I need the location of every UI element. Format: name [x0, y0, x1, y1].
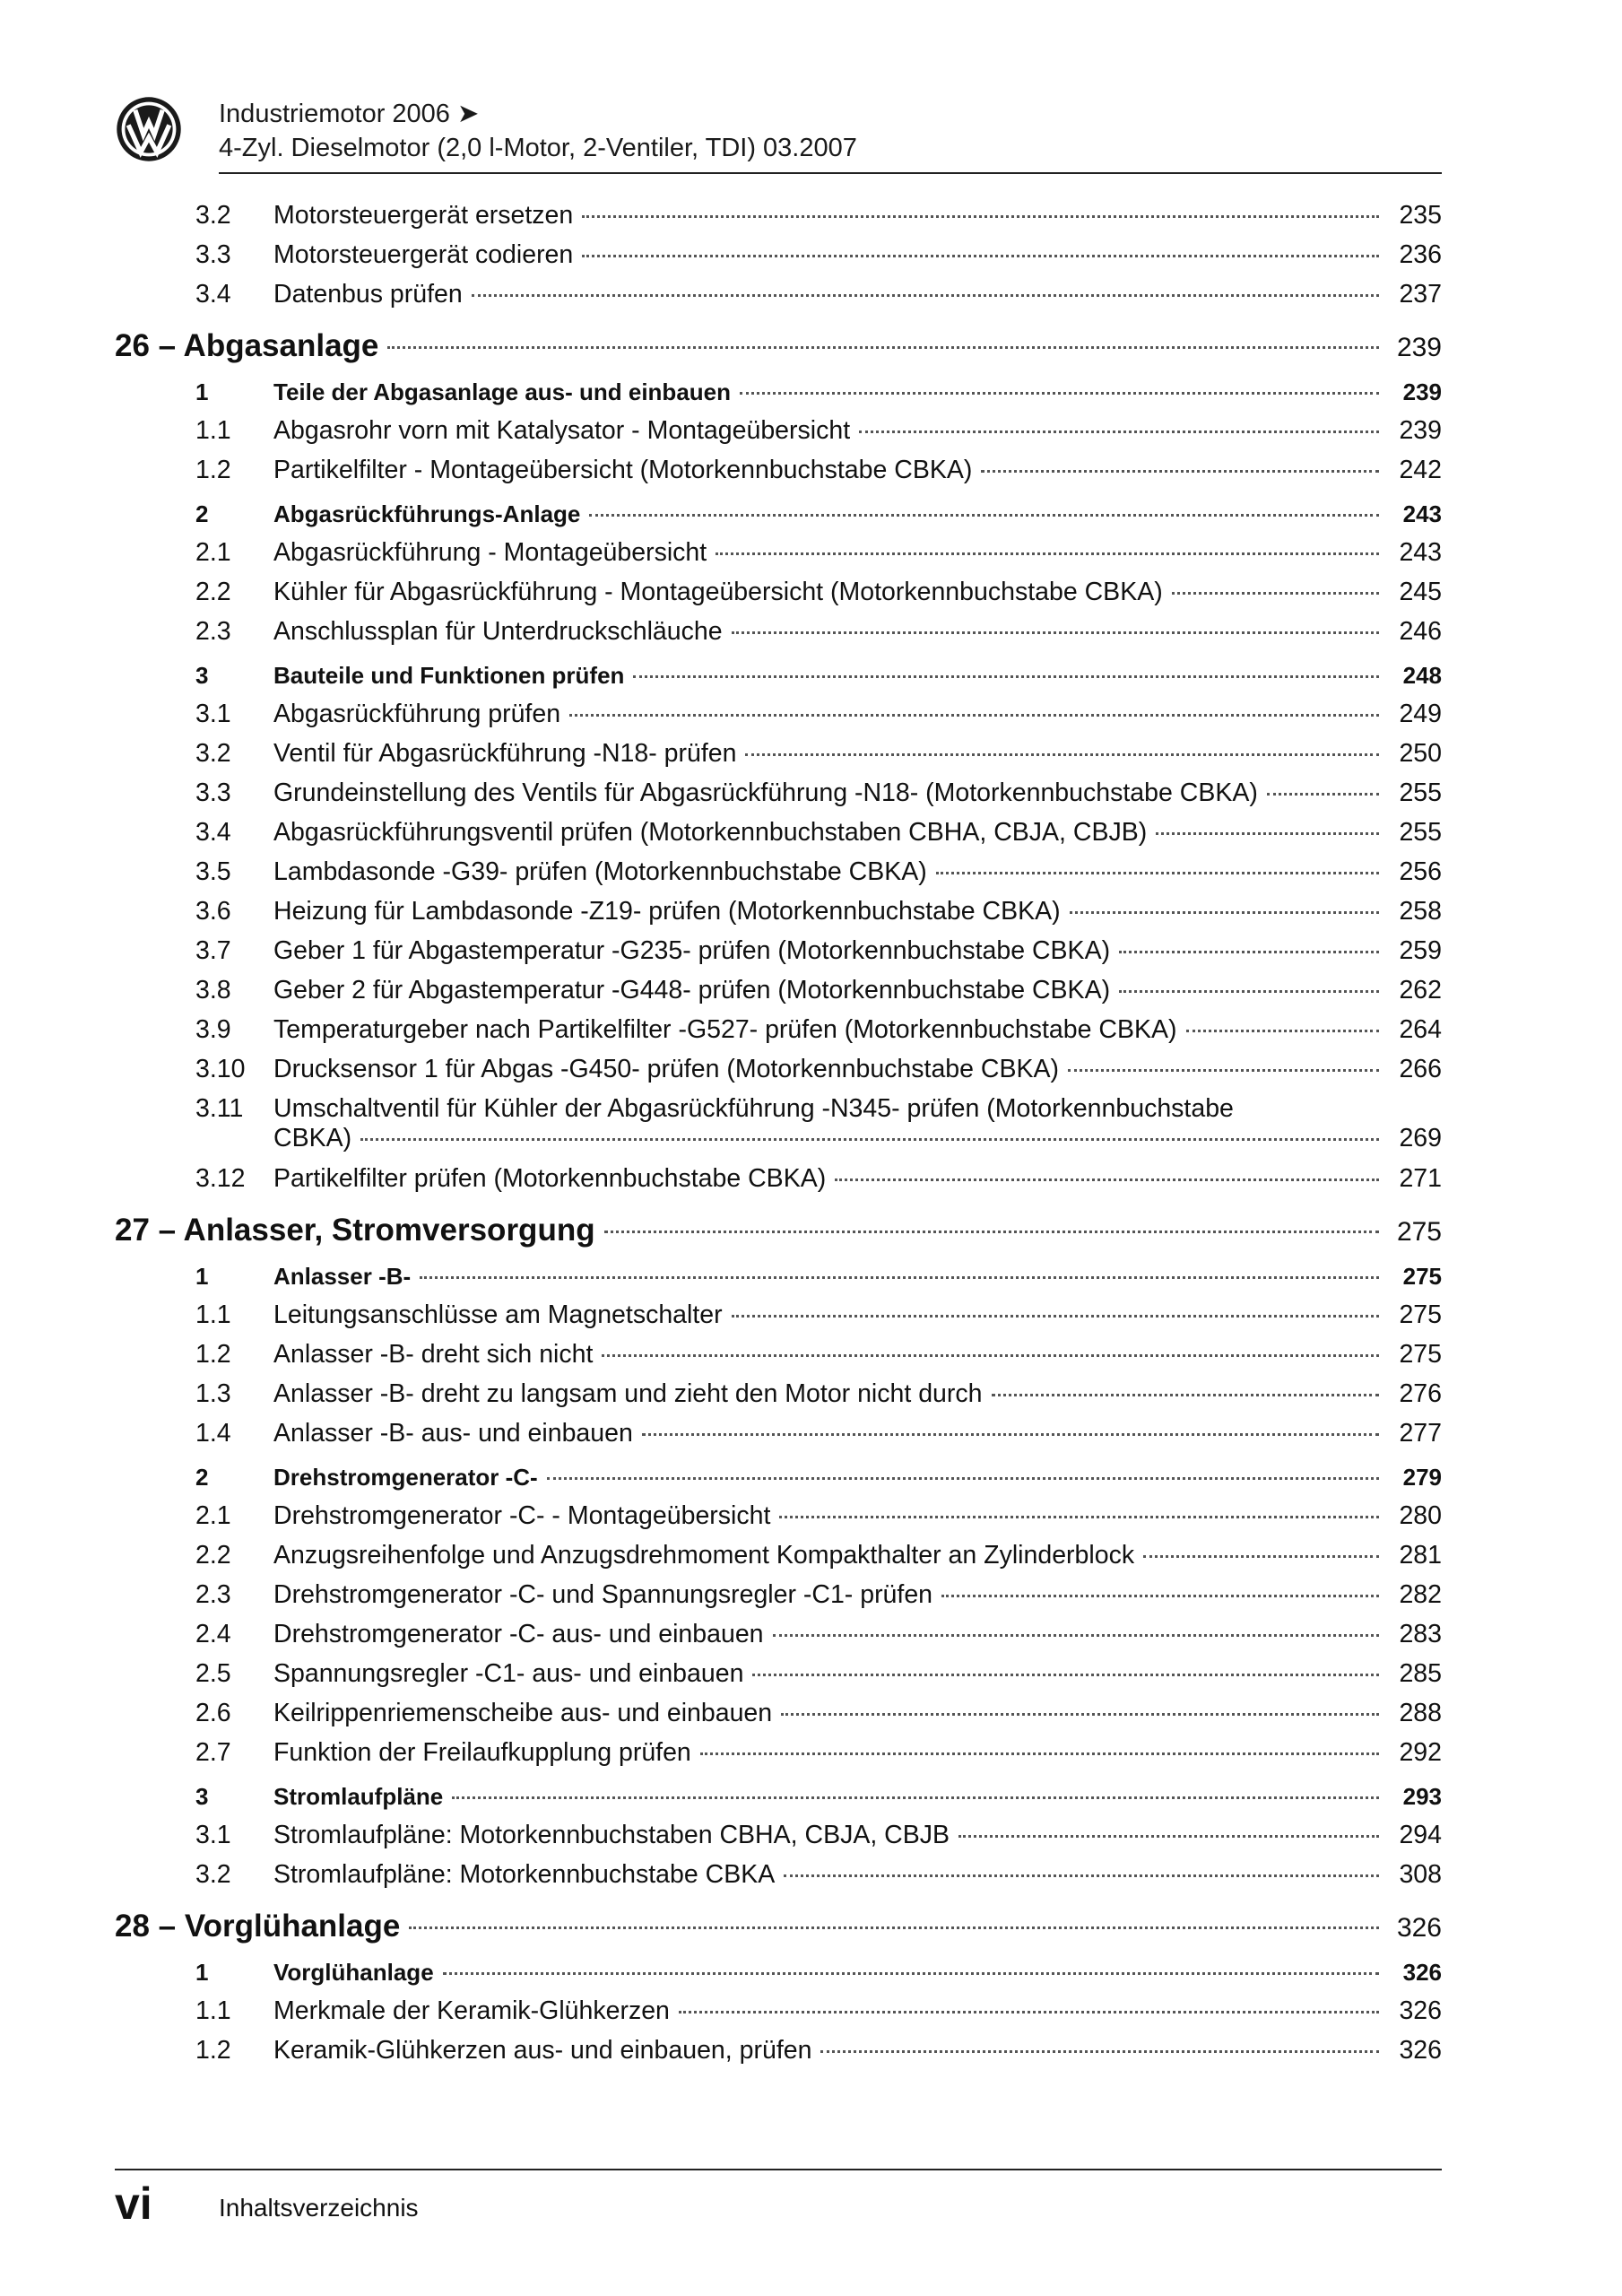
toc-entry-number: 2.6	[195, 1699, 231, 1727]
toc-leader-dots	[745, 753, 1379, 756]
toc-page-number: 243	[1399, 538, 1442, 567]
toc-entry-title: Bauteile und Funktionen prüfen	[273, 662, 625, 689]
toc-entry[interactable]	[115, 1996, 1442, 2036]
toc-page-number: 262	[1399, 976, 1442, 1004]
toc-page-number: 279	[1402, 1464, 1442, 1491]
toc-entry-title: Abgasrückführung prüfen	[273, 700, 561, 728]
toc-leader-dots	[1119, 990, 1379, 993]
toc-page-number: 276	[1399, 1379, 1442, 1408]
toc-entry[interactable]	[115, 739, 1442, 778]
toc-page-number: 269	[1399, 1124, 1442, 1152]
header-divider	[219, 172, 1442, 174]
toc-entry-number: 2	[195, 500, 209, 527]
toc-leader-dots	[679, 2011, 1379, 2013]
toc-entry-number: 3.2	[195, 1860, 231, 1889]
toc-entry-title: Heizung für Lambdasonde -Z19- prüfen (Motorkennbuchstabe CBKA)	[273, 897, 1061, 926]
toc-entry-title: Grundeinstellung des Ventils für Abgasrückführung -N18- (Motorkennbuchstabe CBKA)	[273, 778, 1258, 807]
toc-entry-title: Partikelfilter prüfen (Motorkennbuchstabe CBKA)	[273, 1164, 827, 1193]
toc-entry[interactable]	[115, 1164, 1442, 1204]
toc-entry-title: Stromlaufpläne: Motorkennbuchstabe CBKA	[273, 1860, 776, 1889]
toc-leader-dots	[835, 1178, 1379, 1181]
toc-page-number: 294	[1399, 1821, 1442, 1849]
toc-entry-number: 1.1	[195, 1300, 231, 1329]
toc-leader-dots	[1119, 951, 1379, 953]
toc-page-number: 280	[1399, 1501, 1442, 1530]
toc-entry[interactable]	[115, 1860, 1442, 1900]
toc-entry[interactable]	[115, 416, 1442, 456]
toc-page-number: 266	[1399, 1055, 1442, 1083]
toc-leader-dots	[604, 1231, 1379, 1233]
toc-chapter-title: 27 – Anlasser, Stromversorgung	[115, 1213, 595, 1248]
toc-entry[interactable]	[115, 280, 1442, 319]
toc-entry[interactable]	[115, 1821, 1442, 1860]
toc-chapter-title: 26 – Abgasanlage	[115, 328, 379, 363]
toc-entry[interactable]	[115, 1300, 1442, 1340]
toc-leader-dots	[992, 1394, 1380, 1396]
toc-page-number: 275	[1399, 1300, 1442, 1329]
toc-entry-title: Anschlussplan für Unterdruckschläuche	[273, 617, 723, 646]
toc-page-number: 326	[1396, 1913, 1442, 1943]
toc-leader-dots	[387, 346, 1379, 349]
toc-entry-number: 3.4	[195, 280, 231, 309]
toc-entry-title: Drucksensor 1 für Abgas -G450- prüfen (Motorkennbuchstabe CBKA)	[273, 1055, 1060, 1083]
toc-entry-title: Geber 2 für Abgastemperatur -G448- prüfen (Motorkennbuchstabe CBKA)	[273, 976, 1111, 1004]
footer-label: Inhaltsverzeichnis	[219, 2194, 419, 2222]
toc-entry[interactable]	[115, 1204, 1442, 1257]
toc-entry-number: 2.3	[195, 617, 231, 646]
toc-page-number: 236	[1399, 240, 1442, 269]
toc-entry-number: 3.10	[195, 1055, 246, 1083]
toc-entry-number: 1	[195, 1263, 209, 1290]
toc-page-number: 237	[1399, 280, 1442, 309]
toc-entry-title: Motorsteuergerät ersetzen	[273, 201, 574, 230]
header-line-2: 4-Zyl. Dieselmotor (2,0 l-Motor, 2-Ventiler, TDI) 03.2007	[219, 134, 857, 162]
toc-entry-number: 3.2	[195, 739, 231, 768]
toc-page-number: 243	[1402, 500, 1442, 527]
toc-page-number: 239	[1396, 333, 1442, 362]
page-header	[115, 90, 1442, 174]
toc-entry-title: Spannungsregler -C1- aus- und einbauen	[273, 1659, 744, 1688]
toc-entry-title: Drehstromgenerator -C- und Spannungsregler -C1- prüfen	[273, 1580, 933, 1609]
toc-leader-dots	[820, 2050, 1379, 2053]
toc-entry-number: 3.11	[195, 1094, 244, 1123]
toc-page-number: 248	[1402, 662, 1442, 689]
toc-entry-title: Abgasrückführungs-Anlage	[273, 500, 581, 527]
toc-leader-dots	[936, 872, 1379, 874]
toc-page-number: 277	[1399, 1419, 1442, 1448]
toc-entry-number: 3.5	[195, 857, 231, 886]
toc-entry-number: 1.2	[195, 456, 231, 484]
toc-leader-dots	[1186, 1030, 1380, 1032]
toc-entry-title: Anlasser -B-	[273, 1263, 412, 1290]
toc-entry-title: Lambdasonde -G39- prüfen (Motorkennbuchstabe CBKA)	[273, 857, 927, 886]
toc-leader-dots	[409, 1926, 1379, 1929]
toc-entry-number: 3.3	[195, 240, 231, 269]
footer-divider	[115, 2169, 1442, 2170]
toc-leader-dots	[752, 1674, 1379, 1676]
header-text	[219, 97, 857, 165]
toc-entry-number: 3.2	[195, 201, 231, 230]
toc-entry[interactable]	[115, 1055, 1442, 1094]
toc-entry[interactable]	[115, 240, 1442, 280]
toc-leader-dots	[1172, 592, 1379, 595]
toc-entry-number: 2.4	[195, 1620, 231, 1648]
toc-entry[interactable]	[115, 1541, 1442, 1580]
toc-entry[interactable]	[115, 2036, 1442, 2075]
toc-leader-dots	[602, 1354, 1379, 1357]
toc-page-number: 255	[1399, 778, 1442, 807]
toc-entry-number: 3.9	[195, 1015, 231, 1044]
toc-entry-title-2: CBKA)	[273, 1124, 352, 1152]
toc-entry[interactable]	[115, 1900, 1442, 1953]
toc-entry-number: 3.6	[195, 897, 231, 926]
toc-entry-title: Abgasrückführungsventil prüfen (Motorkennbuchstaben CBHA, CBJA, CBJB)	[273, 818, 1148, 847]
toc-page-number: 326	[1399, 1996, 1442, 2025]
toc-entry[interactable]	[115, 778, 1442, 818]
toc-leader-dots	[452, 1796, 1379, 1799]
toc-entry-title: Umschaltventil für Kühler der Abgasrückführung -N345- prüfen (Motorkennbuchstabe	[273, 1094, 1234, 1123]
toc-entry-title: Geber 1 für Abgastemperatur -G235- prüfen (Motorkennbuchstabe CBKA)	[273, 936, 1111, 965]
toc-entry-number: 3.12	[195, 1164, 246, 1193]
toc-entry-number: 3.8	[195, 976, 231, 1004]
toc-entry-number: 2.1	[195, 1501, 231, 1530]
toc-entry-number: 2.3	[195, 1580, 231, 1609]
toc-leader-dots	[1267, 793, 1379, 796]
toc-entry-number: 1.2	[195, 2036, 231, 2065]
toc-page-number: 275	[1402, 1263, 1442, 1290]
toc-page-number: 308	[1399, 1860, 1442, 1889]
toc-entry-title: Abgasrohr vorn mit Katalysator - Montageübersicht	[273, 416, 851, 445]
toc-entry[interactable]	[115, 1257, 1442, 1300]
toc-entry-number: 1.4	[195, 1419, 231, 1448]
toc-leader-dots	[716, 552, 1379, 555]
toc-leader-dots	[642, 1433, 1379, 1436]
toc-entry-title: Keramik-Glühkerzen aus- und einbauen, prüfen	[273, 2036, 812, 2065]
toc-leader-dots	[958, 1835, 1379, 1838]
toc-leader-dots	[859, 430, 1379, 433]
toc-leader-dots	[589, 514, 1379, 517]
toc-entry[interactable]	[115, 657, 1442, 700]
toc-leader-dots	[633, 675, 1379, 678]
toc-entry[interactable]	[115, 456, 1442, 495]
toc-entry[interactable]	[115, 700, 1442, 739]
toc-leader-dots	[784, 1874, 1379, 1877]
toc-entry-number: 2.7	[195, 1738, 231, 1767]
toc-entry-number: 3.7	[195, 936, 231, 965]
toc-entry-title: Merkmale der Keramik-Glühkerzen	[273, 1996, 670, 2025]
toc-page-number: 281	[1399, 1541, 1442, 1570]
toc-entry-title: Kühler für Abgasrückführung - Montageübersicht (Motorkennbuchstabe CBKA)	[273, 578, 1163, 606]
toc-entry[interactable]	[115, 1379, 1442, 1419]
toc-leader-dots	[443, 1972, 1379, 1975]
toc-entry-number: 1	[195, 378, 209, 405]
toc-page-number: 285	[1399, 1659, 1442, 1688]
toc-leader-dots	[582, 255, 1379, 257]
toc-page-number: 235	[1399, 201, 1442, 230]
toc-page-number: 239	[1402, 378, 1442, 405]
toc-leader-dots	[779, 1516, 1379, 1518]
toc-entry-number: 3.1	[195, 700, 231, 728]
toc-entry[interactable]	[115, 1015, 1442, 1055]
toc-entry-number: 1.3	[195, 1379, 231, 1408]
toc-leader-dots	[781, 1713, 1379, 1716]
toc-entry[interactable]	[115, 1738, 1442, 1778]
toc-page-number: 256	[1399, 857, 1442, 886]
toc-entry[interactable]	[115, 1419, 1442, 1458]
toc-entry[interactable]	[115, 1699, 1442, 1738]
toc-page-number: 259	[1399, 936, 1442, 965]
toc-page-number: 242	[1399, 456, 1442, 484]
toc-page-number: 239	[1399, 416, 1442, 445]
toc-entry[interactable]	[115, 201, 1442, 240]
toc-entry[interactable]	[115, 1458, 1442, 1501]
toc-entry[interactable]	[115, 1778, 1442, 1821]
toc-entry-number: 3	[195, 662, 209, 689]
toc-page-number: 326	[1399, 2036, 1442, 2065]
toc-entry-number: 2.2	[195, 578, 231, 606]
toc-page-number: 250	[1399, 739, 1442, 768]
toc-entry-number: 2.1	[195, 538, 231, 567]
toc-entry-title: Ventil für Abgasrückführung -N18- prüfen	[273, 739, 737, 768]
toc-leader-dots	[941, 1595, 1379, 1597]
toc-leader-dots	[582, 215, 1379, 218]
toc-entry[interactable]	[115, 1501, 1442, 1541]
toc-page-number: 264	[1399, 1015, 1442, 1044]
toc-entry-title: Datenbus prüfen	[273, 280, 463, 309]
toc-entry[interactable]	[115, 897, 1442, 936]
toc-leader-dots	[1070, 911, 1379, 914]
toc-entry-title: Leitungsanschlüsse am Magnetschalter	[273, 1300, 723, 1329]
toc-entry-title: Drehstromgenerator -C- aus- und einbauen	[273, 1620, 764, 1648]
toc-leader-dots	[547, 1477, 1379, 1480]
toc-entry[interactable]	[115, 857, 1442, 897]
toc-entry[interactable]	[115, 1953, 1442, 1996]
vw-logo-icon	[115, 95, 183, 163]
toc-entry-title: Drehstromgenerator -C- - Montageübersicht	[273, 1501, 771, 1530]
toc-entry-number: 2	[195, 1464, 209, 1491]
toc-entry[interactable]	[115, 1094, 1442, 1164]
toc-page-number: 288	[1399, 1699, 1442, 1727]
table-of-contents	[115, 201, 1442, 2075]
toc-page-number: 271	[1399, 1164, 1442, 1193]
toc-chapter-title: 28 – Vorglühanlage	[115, 1909, 401, 1944]
toc-entry-number: 3	[195, 1783, 209, 1810]
toc-entry-title: Funktion der Freilaufkupplung prüfen	[273, 1738, 691, 1767]
footer-page-number: vi	[115, 2179, 152, 2229]
toc-entry-number: 3.4	[195, 818, 231, 847]
toc-entry-number: 3.3	[195, 778, 231, 807]
toc-leader-dots	[472, 294, 1379, 297]
toc-entry[interactable]	[115, 818, 1442, 857]
toc-entry-title: Stromlaufpläne: Motorkennbuchstaben CBHA, CBJA, CBJB	[273, 1821, 950, 1849]
toc-page-number: 283	[1399, 1620, 1442, 1648]
toc-entry[interactable]	[115, 373, 1442, 416]
toc-leader-dots	[773, 1634, 1379, 1637]
toc-entry[interactable]	[115, 1340, 1442, 1379]
toc-entry[interactable]	[115, 538, 1442, 578]
toc-page-number: 326	[1402, 1959, 1442, 1986]
toc-entry-title: Temperaturgeber nach Partikelfilter -G527- prüfen (Motorkennbuchstabe CBKA)	[273, 1015, 1177, 1044]
toc-entry-number: 1.2	[195, 1340, 231, 1369]
toc-entry[interactable]	[115, 319, 1442, 373]
toc-entry-number: 1.1	[195, 1996, 231, 2025]
toc-entry-title: Anzugsreihenfolge und Anzugsdrehmoment Kompakthalter an Zylinderblock	[273, 1541, 1135, 1570]
toc-entry-title: Anlasser -B- aus- und einbauen	[273, 1419, 633, 1448]
toc-leader-dots	[360, 1138, 1379, 1141]
toc-entry[interactable]	[115, 1659, 1442, 1699]
toc-page-number: 255	[1399, 818, 1442, 847]
toc-page-number: 245	[1399, 578, 1442, 606]
toc-entry[interactable]	[115, 1620, 1442, 1659]
toc-page-number: 249	[1399, 700, 1442, 728]
toc-page-number: 246	[1399, 617, 1442, 646]
toc-entry-title: Partikelfilter - Montageübersicht (Motorkennbuchstabe CBKA)	[273, 456, 973, 484]
toc-leader-dots	[1156, 832, 1379, 835]
toc-leader-dots	[981, 470, 1379, 473]
toc-page-number: 293	[1402, 1783, 1442, 1810]
toc-entry-title: Stromlaufpläne	[273, 1783, 444, 1810]
toc-leader-dots	[740, 392, 1379, 395]
toc-entry-title: Drehstromgenerator -C-	[273, 1464, 538, 1491]
toc-leader-dots	[700, 1752, 1379, 1755]
toc-page-number: 292	[1399, 1738, 1442, 1767]
toc-entry-number: 3.1	[195, 1821, 231, 1849]
toc-entry[interactable]	[115, 578, 1442, 617]
toc-entry-title: Teile der Abgasanlage aus- und einbauen	[273, 378, 731, 405]
toc-entry-number: 1	[195, 1959, 209, 1986]
toc-entry[interactable]	[115, 495, 1442, 538]
toc-entry[interactable]	[115, 936, 1442, 976]
toc-entry-title: Anlasser -B- dreht zu langsam und zieht den Motor nicht durch	[273, 1379, 983, 1408]
toc-entry-title: Abgasrückführung - Montageübersicht	[273, 538, 707, 567]
toc-entry-number: 2.2	[195, 1541, 231, 1570]
toc-page-number: 258	[1399, 897, 1442, 926]
header-line-1: Industriemotor 2006 ➤	[219, 100, 480, 128]
toc-entry[interactable]	[115, 976, 1442, 1015]
toc-leader-dots	[1143, 1555, 1379, 1558]
toc-entry[interactable]	[115, 1580, 1442, 1620]
toc-entry-title: Anlasser -B- dreht sich nicht	[273, 1340, 594, 1369]
toc-leader-dots	[569, 714, 1379, 717]
toc-entry-title: Motorsteuergerät codieren	[273, 240, 574, 269]
toc-leader-dots	[1068, 1069, 1379, 1072]
toc-entry-number: 2.5	[195, 1659, 231, 1688]
toc-leader-dots	[732, 1315, 1379, 1318]
toc-page-number: 275	[1396, 1217, 1442, 1247]
toc-entry[interactable]	[115, 617, 1442, 657]
toc-entry-title: Keilrippenriemenscheibe aus- und einbauen	[273, 1699, 773, 1727]
toc-leader-dots	[732, 631, 1379, 634]
toc-leader-dots	[420, 1276, 1379, 1279]
toc-entry-title-continued	[273, 1124, 1442, 1153]
toc-entry-title: Vorglühanlage	[273, 1959, 434, 1986]
toc-page-number: 282	[1399, 1580, 1442, 1609]
toc-entry-number: 1.1	[195, 416, 231, 445]
toc-page-number: 275	[1399, 1340, 1442, 1369]
